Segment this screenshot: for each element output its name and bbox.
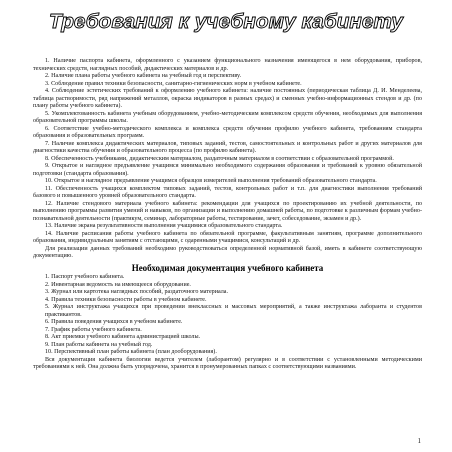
page-title-text: Требования к учебному кабинету [49,11,404,33]
document-item: 3. Журнал или картотека наглядных пособий, раздаточного материала. [45,289,229,295]
page-number: 1 [417,437,421,445]
requirement-item: 11. Обеспеченность учащихся комплектом типовых заданий, тестов, контрольных работ и т.п. для диагностики выполнения требований базового и повышенного уровней образовательного стандарта. [33,185,422,199]
requirement-item: 7. Наличие комплекса дидактических материалов, типовых заданий, тестов, самостоятельных и контрольных работ и других материалов для диагностики качества обучения и образовательного процесса (по профилю кабинета). [33,140,422,154]
page-title [0,6,452,36]
requirements-list [33,58,422,261]
document-body [33,58,422,372]
requirement-item: 6. Соответствие учебно-методического комплекса и комплекса средств обучения профилю учебного кабинета, требованиям стандарта образования и образовательных программ. [33,125,422,139]
document-item: 1. Паспорт учебного кабинета. [45,274,125,280]
document-item: 5. Журнал инструктажа учащихся при проведении внеклассных и массовых мероприятий, а также инструктажа лаборанта и студентов практикантов. [45,304,422,318]
requirement-item: 5. Укомплектованность кабинета учебным оборудованием, учебно-методическим комплексом средств обучения, необходимых для выполнения образовательной программы школы. [33,110,422,124]
document-item: 7. График работы учебного кабинета. [45,326,142,333]
document-item: 4. Правила техники безопасности работы в учебном кабинете. [45,296,207,303]
documentation-list [33,274,422,372]
document-item: 8. Акт приемки учебного кабинета администрацией школы. [45,334,201,340]
requirement-item: 1. Наличие паспорта кабинета, оформленного с указанием функционального назначения имеющегося в нем оборудования, приборов, технических средств, наглядных пособий, дидактических материалов и др. [33,58,422,72]
requirement-item: 14. Наличие расписания работы учебного кабинета по обязательной программе, факультативным занятиям, программе дополнительного образования, индивидуальным занятиям с отстающими, с одаренными учащимися, консультаций и др. [33,230,422,244]
requirement-item: Для реализации данных требований необходимо руководствоваться определенной нормативной базой, иметь в кабинете соответствующую документацию. [33,245,422,259]
requirement-item: 9. Открытое и наглядное предъявление учащимся минимально необходимого содержания образования и требований к уровню обязательной подготовки (стандарта образования). [33,163,422,177]
document-item: 10. Перспективный план работы кабинета (план дооборудования). [45,349,217,355]
document-item: Вся документация кабинета биологии ведется учителем (лаборантом) регулярно и в соответствии с установленными методическими требованиями к ней. Она должна быть упорядочена, хранится в пронумерованных папках с соответствующими названиями. [33,356,422,370]
requirement-item: 2. Наличие плана работы учебного кабинета на учебный год и перспективу. [45,73,242,79]
requirement-item: 4. Соблюдение эстетических требований к оформлению учебного кабинета: наличие постоянных (периодическая таблица Д. И. Менделеева, таблица растворимости, ряд напряжений металлов, окраска индикаторов в разных средах) и сменных учебно-информационных стендов и др. (по плану работы учебного кабинета). [33,88,422,109]
requirement-item: 10. Открытое и наглядное предъявление учащимся образцов измерителей выполнения требований образовательного стандарта. [45,178,377,184]
requirement-item: 12. Наличие стендового материала учебного кабинета: рекомендации для учащихся по проектированию их учебной деятельности, по выполнению программы развития умений и навыков, по организации и выполнению домашней работы, по подготовке к различным формам учебно-познавательной деятельности (практикум, семинар, лабораторные работы, тестирование, зачет, собеседование, экзамен и др.). [33,200,422,222]
document-item: 2. Инвентарная ведомость на имеющееся оборудование. [45,281,191,288]
document-item: 9. План работы кабинета на учебный год. [45,341,153,348]
requirement-item: 8. Обеспеченность учебниками, дидактическим материалом, раздаточным материалом в соответствии с образовательной программой. [45,155,394,162]
requirement-item: 3. Соблюдение правил техники безопасности, санитарно-гигиенических норм в учебном кабинете. [45,80,302,87]
requirement-item: 13. Наличие экрана результативности выполнения учащимися образовательного стандарта. [45,223,283,229]
documentation-heading: Необходимая документация учебного кабинета [131,262,324,273]
document-item: 6. Правила поведения учащихся в учебном кабинете. [45,319,183,325]
